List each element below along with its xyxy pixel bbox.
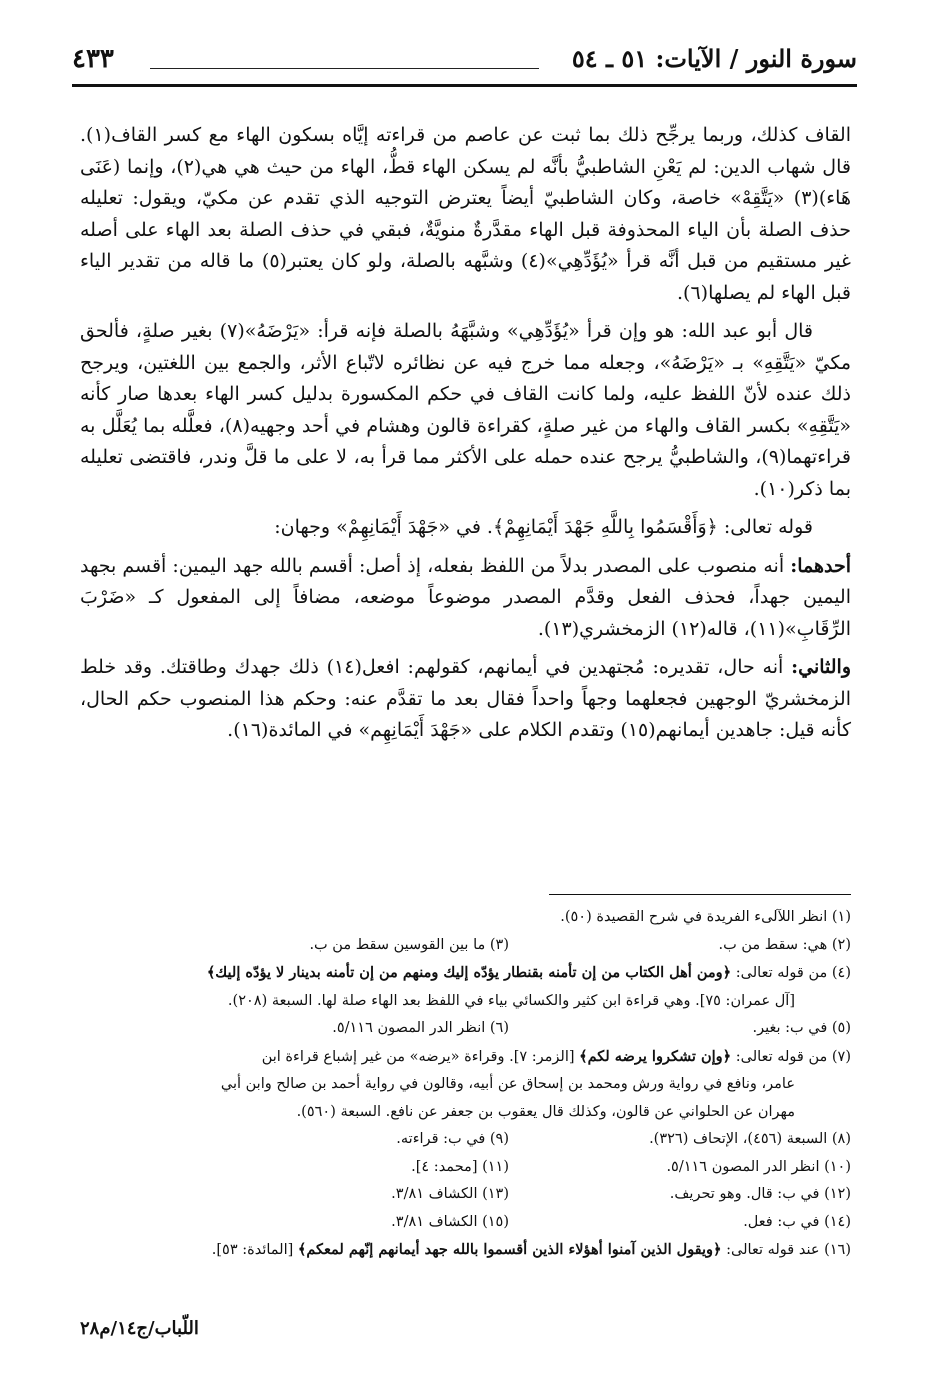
footnote-4-verse: ﴿ومن أهل الكتاب من إن تأمنه بقنطار يؤدّه إليك ومنهم من إن تأمنه بدينار لا يؤدّه إليك﴾ [206, 964, 732, 981]
footnote-row [80, 1154, 851, 1182]
footnote-4-prefix: (٤) من قوله تعالى: [731, 965, 851, 981]
footnotes [80, 904, 851, 1265]
footnote-16-verse: ﴿ويقول الذين آمنوا أهؤلاء الذين أقسموا بالله جهد أيمانهم إنّهم لمعكم﴾ [297, 1241, 722, 1258]
footnote-7 [80, 1043, 851, 1072]
footnote-16-suffix: [المائدة: ٥٣]. [211, 1242, 298, 1258]
footnote-12: (١٢) في ب: قال. وهو تحريف. [669, 1186, 851, 1202]
paragraph-5 [80, 652, 851, 747]
footnote-7-verse: ﴿وإن تشكروا يرضه لكم﴾ [579, 1047, 732, 1065]
footnote-row [80, 1126, 851, 1154]
running-header [72, 40, 857, 80]
footnote-row [80, 932, 851, 960]
footnote-7-prefix: (٧) من قوله تعالى: [731, 1048, 851, 1065]
footnote-separator [549, 894, 851, 895]
footnote-14: (١٤) في ب: فعل. [743, 1213, 851, 1230]
footnote-15: (١٥) الكشاف ٣/٨١. [391, 1213, 509, 1230]
paragraph-3: قوله تعالى: ﴿وَأَقْسَمُوا بِاللَّهِ جَهْدَ أَيْمَانِهِمْ﴾. في «جَهْدَ أَيْمَانِهِمْ» وجهان: [274, 516, 813, 538]
footnote-4 [80, 959, 851, 988]
footnote-row [80, 1209, 851, 1237]
footnote-1: (١) انظر اللآلىء الفريدة في شرح القصيدة (٥٠). [560, 909, 851, 925]
footnote-5: (٥) في ب: بغير. [752, 1020, 851, 1036]
first-aspect-label: أحدهما: [790, 554, 851, 577]
footnote-9: (٩) في ب: قراءته. [396, 1131, 509, 1147]
footnote-8: (٨) السبعة (٤٥٦)، الإتحاف (٣٢٦). [649, 1131, 851, 1147]
footnote-6: (٦) انظر الدر المصون ٥/١١٦. [332, 1020, 509, 1036]
second-aspect-label: والثاني: [791, 656, 852, 678]
footnote-13: (١٣) الكشاف ٣/٨١. [391, 1186, 509, 1202]
paragraph-1: القاف كذلك، وربما يرجِّح ذلك بما ثبت عن عاصم من قراءته إيَّاه بسكون الهاء مع كسر القاف(١). قال شهاب الدين: لم يَعْنِ الشاطبيُّ بأنَّه لم يسكن الهاء قطُّ، الهاء من حيث هي هي(٢)، وإنما (عَنَى هَاء)(٣) «يَتَّقِهْ» خاصة، وكان الشاطبيّ أيضاً يعترض التوجيه الذي تقدم عن مكيّ، ويقول: تعليله حذف الصلة بأن الياء المحذوفة قبل الهاء مقدَّرةٌ منويَّةٌ، فبقي في حذف الصلة بعد الهاء على أصله غير مستقيم من قبل أنَّه قرأ «يُؤَدِّهِي»(٤) وشبَّهه بالصلة، ولو كان يعتبر(٥) ما قاله من تقدير الياء قبل الهاء لم يصلها(٦). [80, 124, 851, 304]
header-rule [72, 84, 857, 87]
footnote-4-continuation: [آل عمران: ٧٥]. وهي قراءة ابن كثير والكسائي بياء في اللفظ بعد الهاء صلة لها. السبعة (٢٠٨). [227, 992, 795, 1009]
page-number: ٤٣٣ [72, 44, 114, 74]
second-aspect-text: أنه حال، تقديره: مُجتهدين في أيمانهم، كقولهم: افعل(١٤) ذلك جهدك وطاقتك. وقد خلط الزمخشريّ الوجهين فجعلهما وجهاً واحداً فقال بعد ما تقدَّم عنه: وحكم هذا المنصوب حكم الحال، كأنه قيل: جاهدين أيمانهم(١٥) وتقدم الكلام على «جَهْدَ أَيْمَانِهِم» في المائدة(١٦). [80, 656, 851, 741]
footnote-7-line-3: مهران عن الحلواني عن قالون، وكذلك قال يعقوب بن جعفر عن نافع. السبعة (٥٦٠). [296, 1103, 795, 1120]
footnote-7-line-2: عامر، ونافع في رواية ورش ومحمد بن إسحاق عن أبيه، وقالون في رواية أحمد بن صالح وابن أبي [220, 1076, 795, 1092]
footnote-2: (٢) هي: سقط من ب. [718, 936, 851, 953]
footnote-3: (٣) ما بين القوسين سقط من ب. [309, 936, 509, 953]
footnote-row [80, 1181, 851, 1209]
footnote-row [80, 1015, 851, 1043]
footnote-7-rest: [الزمر: ٧]. وقراءة «يرضه» من غير إشباع قراءة ابن [261, 1048, 580, 1065]
footnote-10: (١٠) انظر الدر المصون ٥/١١٦. [666, 1158, 851, 1175]
footer-signature: اللّباب/ج١٤/م٢٨ [80, 1318, 199, 1339]
paragraph-2: قال أبو عبد الله: هو وإن قرأ «يُؤَدِّهِي» وشبَّهَهُ بالصلة فإنه قرأ: «يَرْضَهُ»(٧) بغير صلةٍ، فألحق مكيّ «يَتَّقِهِ» بـ «يَرْضَهُ»، وجعله مما خرج فيه عن نظائره لاتّباع الأثر، والجمع بين اللغتين، ويرجح ذلك عنده لأنّ اللفظ عليه، ولما كانت القاف في حكم المكسورة بدليل كسر الهاء بعدها صار كأنه «يَتَّقِهِ» بكسر القاف والهاء من غير صلةٍ، كقراءة قالون وهشام في أحد وجهيه(٨)، فعلَّله بما يُعَلَّل به قراءتهما(٩)، والشاطبيُّ يرجح عنده حمله على الأكثر مما قرأ به، لا على ما قلَّ وندر، فاقتضى تعليله بما ذكر(١٠). [80, 320, 852, 500]
footnote-16 [80, 1236, 851, 1265]
footnote-11: (١١) [محمد: ٤]. [411, 1158, 509, 1175]
footnote-16-prefix: (١٦) عند قوله تعالى: [721, 1242, 851, 1258]
main-text [80, 120, 851, 747]
surah-title: سورة النور / الآيات: ٥١ ـ ٥٤ [571, 44, 857, 73]
paragraph-4 [80, 551, 851, 646]
header-thin-rule [150, 68, 539, 69]
first-aspect-text: أنه منصوب على المصدر بدلاً من اللفظ بفعله، إذ أصل: أقسم بالله جهد اليمين: أقسم بجهد اليمين جهداً، فحذف الفعل وقدَّم المصدر موضوعاً موضعه، مضافاً إلى المفعول كـ «ضَرْبَ الرِّقَابِ»(١١)، قاله(١٢) الزمخشري(١٣). [80, 554, 851, 640]
